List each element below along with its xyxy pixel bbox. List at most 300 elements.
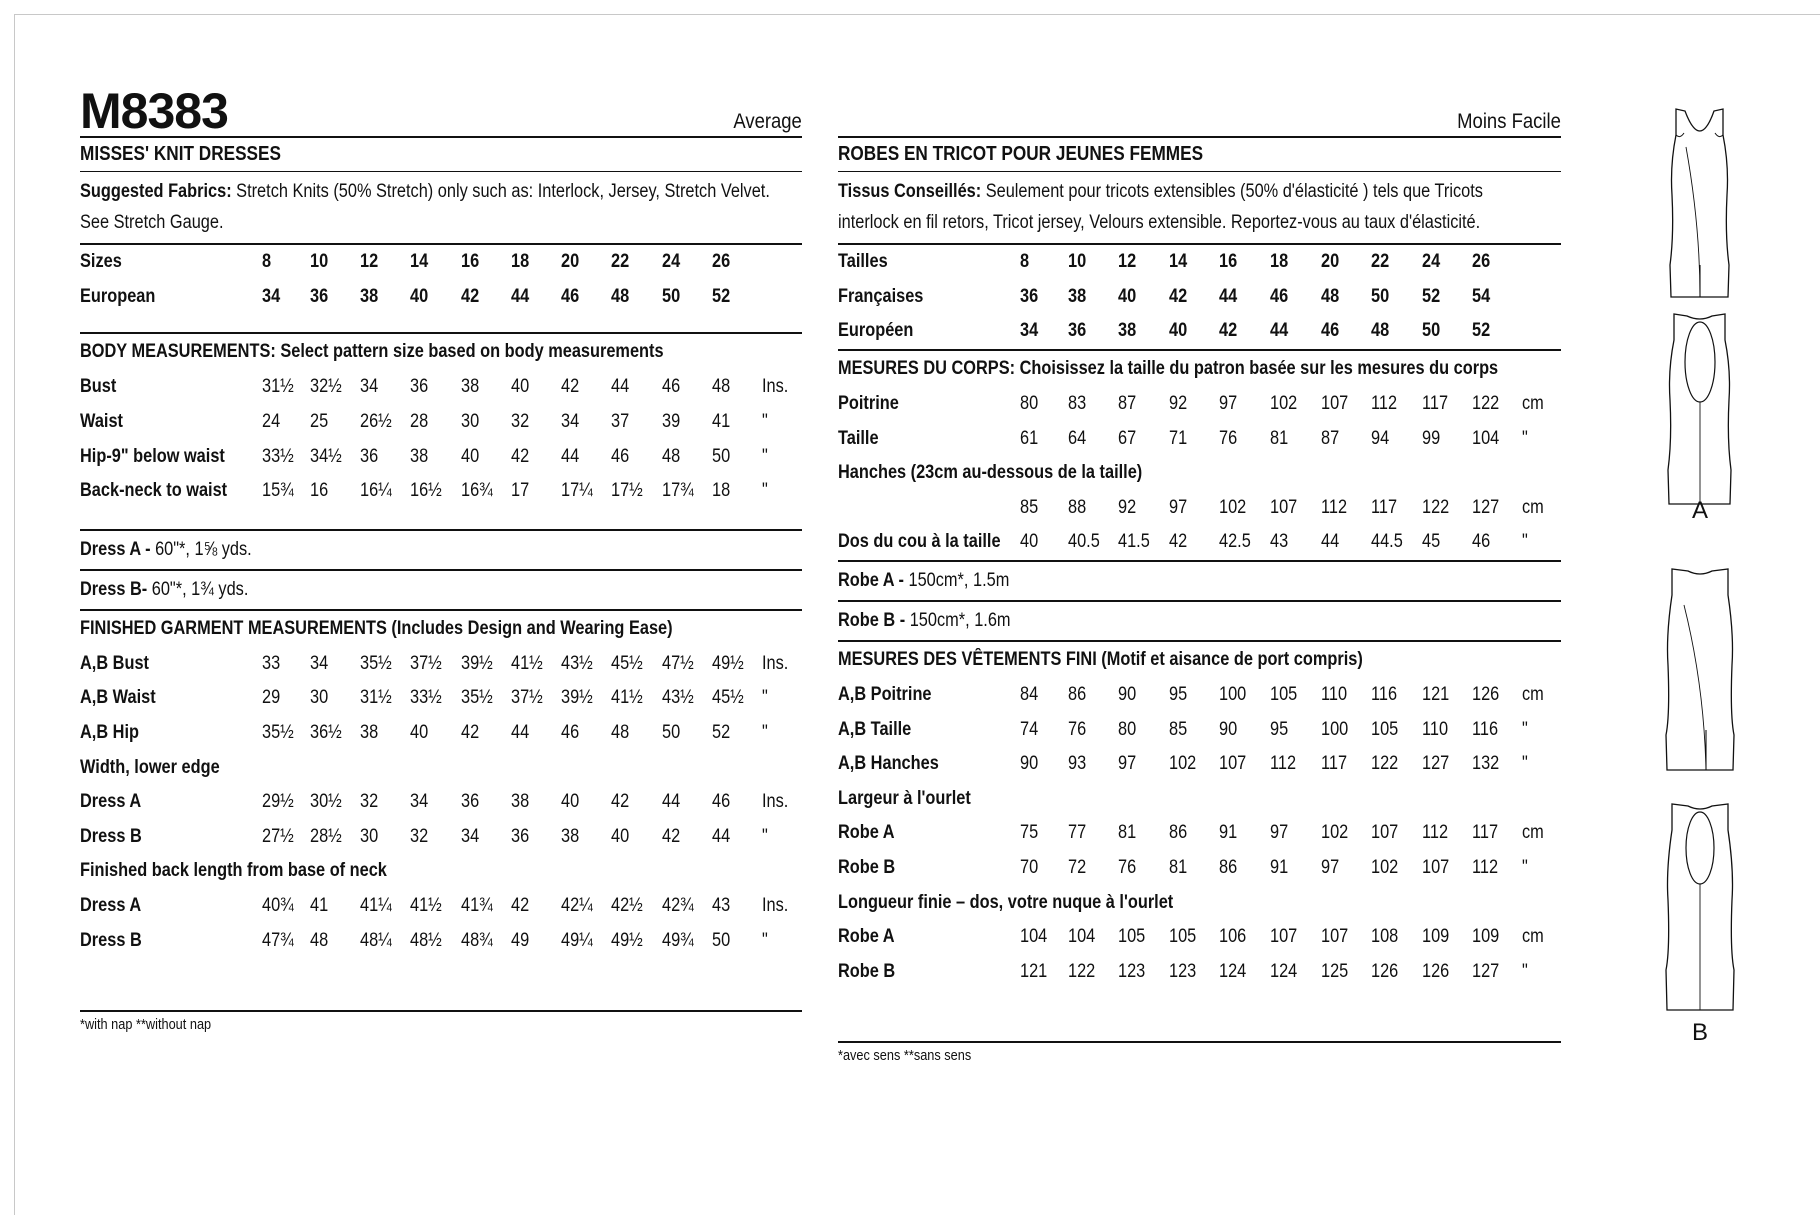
value-cell: 40 bbox=[511, 376, 530, 398]
value-cell: 40 bbox=[1169, 320, 1188, 342]
pattern-title-en: MISSES' KNIT DRESSES bbox=[80, 143, 281, 165]
finished-title-en: FINISHED GARMENT MEASUREMENTS (Includes Design and Wearing Ease) bbox=[80, 617, 673, 639]
value-cell: 85 bbox=[1020, 496, 1039, 518]
fabrics-text-en: Stretch Knits (50% Stretch) only such as: Interlock, Jersey, Stretch Velvet. bbox=[231, 180, 770, 202]
value-cell: 46 bbox=[662, 376, 681, 398]
table-row bbox=[838, 314, 1561, 349]
value-cell: 61 bbox=[1020, 427, 1039, 449]
value-cell: 16½ bbox=[410, 480, 442, 502]
value-cell: 81 bbox=[1118, 822, 1137, 844]
unit-cell bbox=[762, 245, 802, 280]
unit-cell: Ins. bbox=[762, 376, 789, 398]
value-cell: 40 bbox=[410, 285, 429, 307]
value-cell: 104 bbox=[1472, 427, 1500, 449]
value-cell: 124 bbox=[1219, 960, 1247, 982]
unit-cell: Ins. bbox=[762, 791, 789, 813]
value-cell: 45½ bbox=[712, 687, 744, 709]
value-cell: 75 bbox=[1020, 822, 1039, 844]
value-cell: 36 bbox=[1020, 285, 1039, 307]
french-column bbox=[838, 80, 1561, 1064]
value-cell: 48 bbox=[310, 929, 329, 951]
value-cell: 44.5 bbox=[1371, 531, 1403, 553]
value-cell: 125 bbox=[1321, 960, 1349, 982]
value-cell: 46 bbox=[1321, 320, 1340, 342]
value-cell: 29½ bbox=[262, 791, 294, 813]
value-cell: 48¾ bbox=[461, 929, 493, 951]
value-cell: 44 bbox=[561, 445, 580, 467]
value-cell: 35½ bbox=[461, 687, 493, 709]
value-cell: 121 bbox=[1020, 960, 1048, 982]
value-cell: 107 bbox=[1321, 393, 1349, 415]
value-cell: 109 bbox=[1472, 926, 1500, 948]
value-cell: 38 bbox=[1118, 320, 1137, 342]
value-cell: 132 bbox=[1472, 753, 1500, 775]
value-cell: 24 bbox=[262, 411, 281, 433]
value-cell: 52 bbox=[1472, 320, 1491, 342]
value-cell: 50 bbox=[712, 445, 731, 467]
value-cell: 16 bbox=[1219, 251, 1238, 273]
length-table-fr bbox=[838, 920, 1561, 989]
table-row bbox=[80, 405, 802, 440]
value-cell: 48½ bbox=[410, 929, 442, 951]
value-cell: 41¾ bbox=[461, 895, 493, 917]
value-cell: 26 bbox=[712, 251, 731, 273]
value-cell: 34 bbox=[561, 411, 580, 433]
value-cell: 81 bbox=[1169, 857, 1188, 879]
dress-a-front-sketch bbox=[1640, 105, 1760, 305]
width-table-fr bbox=[838, 816, 1561, 885]
value-cell: 37½ bbox=[511, 687, 543, 709]
value-cell: 42 bbox=[1169, 531, 1188, 553]
value-cell: 107 bbox=[1270, 926, 1298, 948]
value-cell: 44 bbox=[1321, 531, 1340, 553]
value-cell: 91 bbox=[1270, 857, 1289, 879]
value-cell: 90 bbox=[1020, 753, 1039, 775]
value-cell: 102 bbox=[1371, 857, 1399, 879]
value-cell: 49¾ bbox=[662, 929, 694, 951]
value-cell: 112 bbox=[1422, 822, 1449, 844]
value-cell: 91 bbox=[1219, 822, 1238, 844]
value-cell: 38 bbox=[410, 445, 429, 467]
value-cell: 14 bbox=[1169, 251, 1188, 273]
row-label: Sizes bbox=[80, 251, 122, 273]
value-cell: 42 bbox=[1169, 285, 1188, 307]
footnote-en: *with nap **without nap bbox=[80, 1015, 212, 1033]
table-row bbox=[80, 245, 802, 280]
unit-cell bbox=[1522, 314, 1561, 349]
width-table-en bbox=[80, 785, 802, 854]
value-cell: 14 bbox=[410, 251, 429, 273]
value-cell: 117 bbox=[1472, 822, 1499, 844]
row-label: Waist bbox=[80, 411, 123, 433]
row-label: Dress B bbox=[80, 929, 142, 951]
value-cell: 40 bbox=[410, 722, 429, 744]
value-cell: 10 bbox=[1068, 251, 1087, 273]
table-row bbox=[80, 474, 802, 509]
value-cell: 52 bbox=[1422, 285, 1441, 307]
value-cell: 29 bbox=[262, 687, 281, 709]
value-cell: 109 bbox=[1422, 926, 1450, 948]
value-cell: 35½ bbox=[360, 652, 392, 674]
value-cell: 122 bbox=[1371, 753, 1399, 775]
value-cell: 126 bbox=[1422, 960, 1450, 982]
value-cell: 48 bbox=[1371, 320, 1390, 342]
value-cell: 28½ bbox=[310, 825, 342, 847]
row-label: Dos du cou à la taille bbox=[838, 531, 1001, 553]
row-label: A,B Taille bbox=[838, 718, 912, 740]
unit-cell: " bbox=[1522, 960, 1528, 982]
length-title-fr: Longueur finie – dos, votre nuque à l'ourlet bbox=[838, 891, 1174, 913]
value-cell: 43½ bbox=[662, 687, 694, 709]
yardage-dress-a: Dress A - 60"*, 1⅝ yds. bbox=[80, 529, 802, 569]
value-cell: 24 bbox=[662, 251, 681, 273]
value-cell: 92 bbox=[1169, 393, 1188, 415]
header-fr bbox=[838, 80, 1561, 138]
value-cell: 105 bbox=[1270, 684, 1298, 706]
value-cell: 31½ bbox=[360, 687, 392, 709]
row-label: A,B Bust bbox=[80, 652, 150, 674]
value-cell: 28 bbox=[410, 411, 429, 433]
value-cell: 121 bbox=[1422, 684, 1450, 706]
value-cell: 18 bbox=[712, 480, 731, 502]
value-cell: 76 bbox=[1118, 857, 1137, 879]
table-row bbox=[80, 681, 802, 716]
value-cell: 33½ bbox=[410, 687, 442, 709]
table-row bbox=[838, 712, 1561, 747]
value-cell: 110 bbox=[1422, 718, 1449, 740]
width-title-en: Width, lower edge bbox=[80, 756, 220, 778]
row-label: A,B Hip bbox=[80, 722, 140, 744]
value-cell: 30 bbox=[461, 411, 480, 433]
value-cell: 42 bbox=[461, 285, 480, 307]
value-cell: 18 bbox=[1270, 251, 1289, 273]
value-cell: 87 bbox=[1118, 393, 1137, 415]
finished-section-fr bbox=[838, 640, 1561, 989]
value-cell: 50 bbox=[1422, 320, 1441, 342]
value-cell: 107 bbox=[1321, 926, 1349, 948]
value-cell: 46 bbox=[1270, 285, 1289, 307]
body-title-en: BODY MEASUREMENTS: bbox=[80, 341, 276, 363]
value-cell: 17½ bbox=[611, 480, 643, 502]
value-cell: 90 bbox=[1219, 718, 1238, 740]
value-cell: 49½ bbox=[611, 929, 643, 951]
value-cell: 52 bbox=[712, 722, 731, 744]
value-cell: 22 bbox=[611, 251, 630, 273]
table-row bbox=[838, 955, 1561, 990]
value-cell: 41 bbox=[712, 411, 731, 433]
table-row bbox=[80, 439, 802, 474]
unit-cell: " bbox=[1522, 531, 1528, 553]
table-row bbox=[80, 370, 802, 405]
unit-cell: " bbox=[1522, 718, 1528, 740]
value-cell: 40 bbox=[461, 445, 480, 467]
value-cell: 122 bbox=[1422, 496, 1450, 518]
value-cell: 80 bbox=[1118, 718, 1137, 740]
row-label: Robe B bbox=[838, 960, 896, 982]
value-cell: 44 bbox=[1219, 285, 1238, 307]
row-label: Françaises bbox=[838, 285, 924, 307]
value-cell: 100 bbox=[1321, 718, 1349, 740]
value-cell: 38 bbox=[461, 376, 480, 398]
table-row bbox=[80, 820, 802, 855]
value-cell: 34 bbox=[360, 376, 379, 398]
value-cell: 40 bbox=[561, 791, 580, 813]
value-cell: 112 bbox=[1270, 753, 1297, 775]
footnote-fr: *avec sens **sans sens bbox=[838, 1047, 972, 1065]
value-cell: 85 bbox=[1169, 718, 1188, 740]
value-cell: 43 bbox=[1270, 531, 1289, 553]
body-section-fr bbox=[838, 349, 1561, 560]
value-cell: 76 bbox=[1068, 718, 1087, 740]
value-cell: 42¾ bbox=[662, 895, 694, 917]
value-cell: 44 bbox=[611, 376, 630, 398]
body-title-rest-en: Select pattern size based on body measurements bbox=[275, 341, 664, 363]
fabrics-text-fr: Seulement pour tricots extensibles (50% d'élasticité ) tels que Tricots bbox=[981, 180, 1483, 202]
body-table-fr bbox=[838, 387, 1561, 456]
value-cell: 74 bbox=[1020, 718, 1039, 740]
row-label: Européen bbox=[838, 320, 914, 342]
unit-cell: cm bbox=[1522, 822, 1544, 844]
row-label: Taille bbox=[838, 427, 879, 449]
title-row-fr bbox=[838, 138, 1561, 172]
value-cell: 83 bbox=[1068, 393, 1087, 415]
difficulty-level-fr: Moins Facile bbox=[1457, 110, 1561, 133]
value-cell: 97 bbox=[1169, 496, 1188, 518]
row-label: Back-neck to waist bbox=[80, 480, 228, 502]
value-cell: 42 bbox=[461, 722, 480, 744]
value-cell: 37½ bbox=[410, 652, 442, 674]
yardage-dress-b: Dress B- 60"*, 1¾ yds. bbox=[80, 569, 802, 609]
value-cell: 123 bbox=[1169, 960, 1197, 982]
unit-cell bbox=[762, 280, 802, 315]
value-cell: 10 bbox=[310, 251, 329, 273]
value-cell: 50 bbox=[1371, 285, 1390, 307]
value-cell: 35½ bbox=[262, 722, 294, 744]
unit-cell: " bbox=[762, 687, 768, 709]
value-cell: 107 bbox=[1371, 822, 1399, 844]
header-en bbox=[80, 80, 802, 138]
value-cell: 34 bbox=[310, 652, 329, 674]
value-cell: 36 bbox=[1068, 320, 1087, 342]
value-cell: 25 bbox=[310, 411, 329, 433]
value-cell: 123 bbox=[1118, 960, 1146, 982]
unit-cell bbox=[1522, 280, 1561, 315]
value-cell: 32 bbox=[360, 791, 379, 813]
sizes-table-en bbox=[80, 245, 802, 314]
value-cell: 50 bbox=[712, 929, 731, 951]
row-label: Dress B bbox=[80, 825, 142, 847]
value-cell: 32 bbox=[410, 825, 429, 847]
body-table-en bbox=[80, 370, 802, 508]
table-row bbox=[838, 678, 1561, 713]
unit-cell: " bbox=[762, 722, 768, 744]
value-cell: 36 bbox=[310, 285, 329, 307]
fabrics-en bbox=[80, 172, 802, 245]
sizes-table-fr bbox=[838, 245, 1561, 349]
table-row bbox=[838, 280, 1561, 315]
value-cell: 16¼ bbox=[360, 480, 392, 502]
value-cell: 44 bbox=[511, 285, 530, 307]
value-cell: 48 bbox=[611, 285, 630, 307]
value-cell: 116 bbox=[1472, 718, 1499, 740]
dress-b-front-sketch bbox=[1640, 565, 1760, 775]
table-row bbox=[838, 245, 1561, 280]
row-label bbox=[838, 491, 1020, 526]
body-title-fr: MESURES DU CORPS: bbox=[838, 357, 1016, 379]
unit-cell: " bbox=[1522, 857, 1528, 879]
value-cell: 48¼ bbox=[360, 929, 392, 951]
difficulty-level-en: Average bbox=[733, 110, 802, 133]
value-cell: 93 bbox=[1068, 753, 1087, 775]
value-cell: 49¼ bbox=[561, 929, 593, 951]
unit-cell: " bbox=[762, 411, 768, 433]
value-cell: 127 bbox=[1472, 496, 1500, 518]
value-cell: 97 bbox=[1270, 822, 1289, 844]
value-cell: 46 bbox=[561, 722, 580, 744]
row-label: Dress A bbox=[80, 791, 142, 813]
value-cell: 39½ bbox=[561, 687, 593, 709]
value-cell: 44 bbox=[511, 722, 530, 744]
value-cell: 105 bbox=[1371, 718, 1399, 740]
table-row bbox=[838, 747, 1561, 782]
english-column bbox=[80, 80, 802, 1033]
row-label: Bust bbox=[80, 376, 117, 398]
value-cell: 124 bbox=[1270, 960, 1298, 982]
value-cell: 88 bbox=[1068, 496, 1087, 518]
unit-cell bbox=[1522, 245, 1561, 280]
value-cell: 12 bbox=[1118, 251, 1137, 273]
value-cell: 108 bbox=[1371, 926, 1399, 948]
value-cell: 76 bbox=[1219, 427, 1238, 449]
value-cell: 40¾ bbox=[262, 895, 294, 917]
value-cell: 41½ bbox=[410, 895, 442, 917]
unit-cell: " bbox=[762, 480, 768, 502]
value-cell: 117 bbox=[1321, 753, 1348, 775]
unit-cell: cm bbox=[1522, 496, 1544, 518]
value-cell: 47¾ bbox=[262, 929, 294, 951]
table-row bbox=[80, 280, 802, 315]
row-label: European bbox=[80, 285, 156, 307]
row-label: A,B Hanches bbox=[838, 753, 939, 775]
value-cell: 34 bbox=[262, 285, 281, 307]
value-cell: 107 bbox=[1422, 857, 1450, 879]
value-cell: 40 bbox=[611, 825, 630, 847]
table-row bbox=[838, 920, 1561, 955]
row-label: A,B Waist bbox=[80, 687, 156, 709]
value-cell: 42.5 bbox=[1219, 531, 1251, 553]
value-cell: 70 bbox=[1020, 857, 1039, 879]
row-label: A,B Poitrine bbox=[838, 684, 932, 706]
back-table-fr bbox=[838, 525, 1561, 560]
value-cell: 34½ bbox=[310, 445, 342, 467]
value-cell: 71 bbox=[1169, 427, 1188, 449]
table-row bbox=[80, 889, 802, 924]
value-cell: 41½ bbox=[511, 652, 543, 674]
unit-cell: " bbox=[762, 445, 768, 467]
value-cell: 41 bbox=[310, 895, 329, 917]
value-cell: 26½ bbox=[360, 411, 392, 433]
value-cell: 36½ bbox=[310, 722, 342, 744]
value-cell: 84 bbox=[1020, 684, 1039, 706]
unit-cell: cm bbox=[1522, 393, 1544, 415]
table-row bbox=[80, 716, 802, 751]
value-cell: 8 bbox=[1020, 251, 1030, 273]
value-cell: 87 bbox=[1321, 427, 1340, 449]
value-cell: 95 bbox=[1270, 718, 1289, 740]
value-cell: 17¾ bbox=[662, 480, 694, 502]
unit-cell: cm bbox=[1522, 926, 1544, 948]
value-cell: 46 bbox=[561, 285, 580, 307]
value-cell: 104 bbox=[1020, 926, 1048, 948]
value-cell: 12 bbox=[360, 251, 379, 273]
value-cell: 64 bbox=[1068, 427, 1087, 449]
value-cell: 100 bbox=[1219, 684, 1247, 706]
value-cell: 41.5 bbox=[1118, 531, 1150, 553]
dress-b-back-sketch bbox=[1640, 800, 1760, 1020]
value-cell: 39½ bbox=[461, 652, 493, 674]
value-cell: 54 bbox=[1472, 285, 1491, 307]
value-cell: 32½ bbox=[310, 376, 342, 398]
table-row bbox=[838, 851, 1561, 886]
value-cell: 17¼ bbox=[561, 480, 593, 502]
value-cell: 127 bbox=[1422, 753, 1450, 775]
value-cell: 36 bbox=[410, 376, 429, 398]
value-cell: 104 bbox=[1068, 926, 1096, 948]
value-cell: 34 bbox=[461, 825, 480, 847]
value-cell: 112 bbox=[1371, 393, 1398, 415]
value-cell: 20 bbox=[561, 251, 580, 273]
value-cell: 42¼ bbox=[561, 895, 593, 917]
value-cell: 40.5 bbox=[1068, 531, 1100, 553]
value-cell: 48 bbox=[662, 445, 681, 467]
value-cell: 122 bbox=[1472, 393, 1500, 415]
value-cell: 38 bbox=[1068, 285, 1087, 307]
value-cell: 41½ bbox=[611, 687, 643, 709]
value-cell: 86 bbox=[1219, 857, 1238, 879]
fabrics-text2-fr: interlock en fil retors, Tricot jersey, Velours extensible. Reportez-vous au taux d'élasticité. bbox=[838, 212, 1481, 233]
value-cell: 48 bbox=[712, 376, 731, 398]
value-cell: 32 bbox=[511, 411, 530, 433]
table-row bbox=[80, 785, 802, 820]
finished-title-fr: MESURES DES VÊTEMENTS FINI (Motif et aisance de port compris) bbox=[838, 648, 1363, 670]
unit-cell: " bbox=[1522, 753, 1528, 775]
value-cell: 45½ bbox=[611, 652, 643, 674]
body-title-rest-fr: Choisissez la taille du patron basée sur les mesures du corps bbox=[1015, 357, 1499, 379]
value-cell: 16¾ bbox=[461, 480, 493, 502]
row-label: Robe A bbox=[838, 822, 895, 844]
unit-cell: cm bbox=[1522, 684, 1544, 706]
value-cell: 44 bbox=[712, 825, 731, 847]
value-cell: 30 bbox=[310, 687, 329, 709]
length-table-en bbox=[80, 889, 802, 958]
value-cell: 46 bbox=[1472, 531, 1491, 553]
value-cell: 38 bbox=[511, 791, 530, 813]
value-cell: 126 bbox=[1472, 684, 1500, 706]
value-cell: 18 bbox=[511, 251, 530, 273]
value-cell: 20 bbox=[1321, 251, 1340, 273]
length-title-en: Finished back length from base of neck bbox=[80, 860, 387, 882]
value-cell: 33 bbox=[262, 652, 281, 674]
fabrics-label-fr: Tissus Conseillés: bbox=[838, 180, 982, 202]
value-cell: 45 bbox=[1422, 531, 1441, 553]
value-cell: 24 bbox=[1422, 251, 1441, 273]
value-cell: 116 bbox=[1371, 684, 1398, 706]
unit-cell: " bbox=[1522, 427, 1528, 449]
value-cell: 97 bbox=[1219, 393, 1238, 415]
value-cell: 42 bbox=[511, 895, 530, 917]
value-cell: 102 bbox=[1321, 822, 1349, 844]
value-cell: 40 bbox=[1118, 285, 1137, 307]
